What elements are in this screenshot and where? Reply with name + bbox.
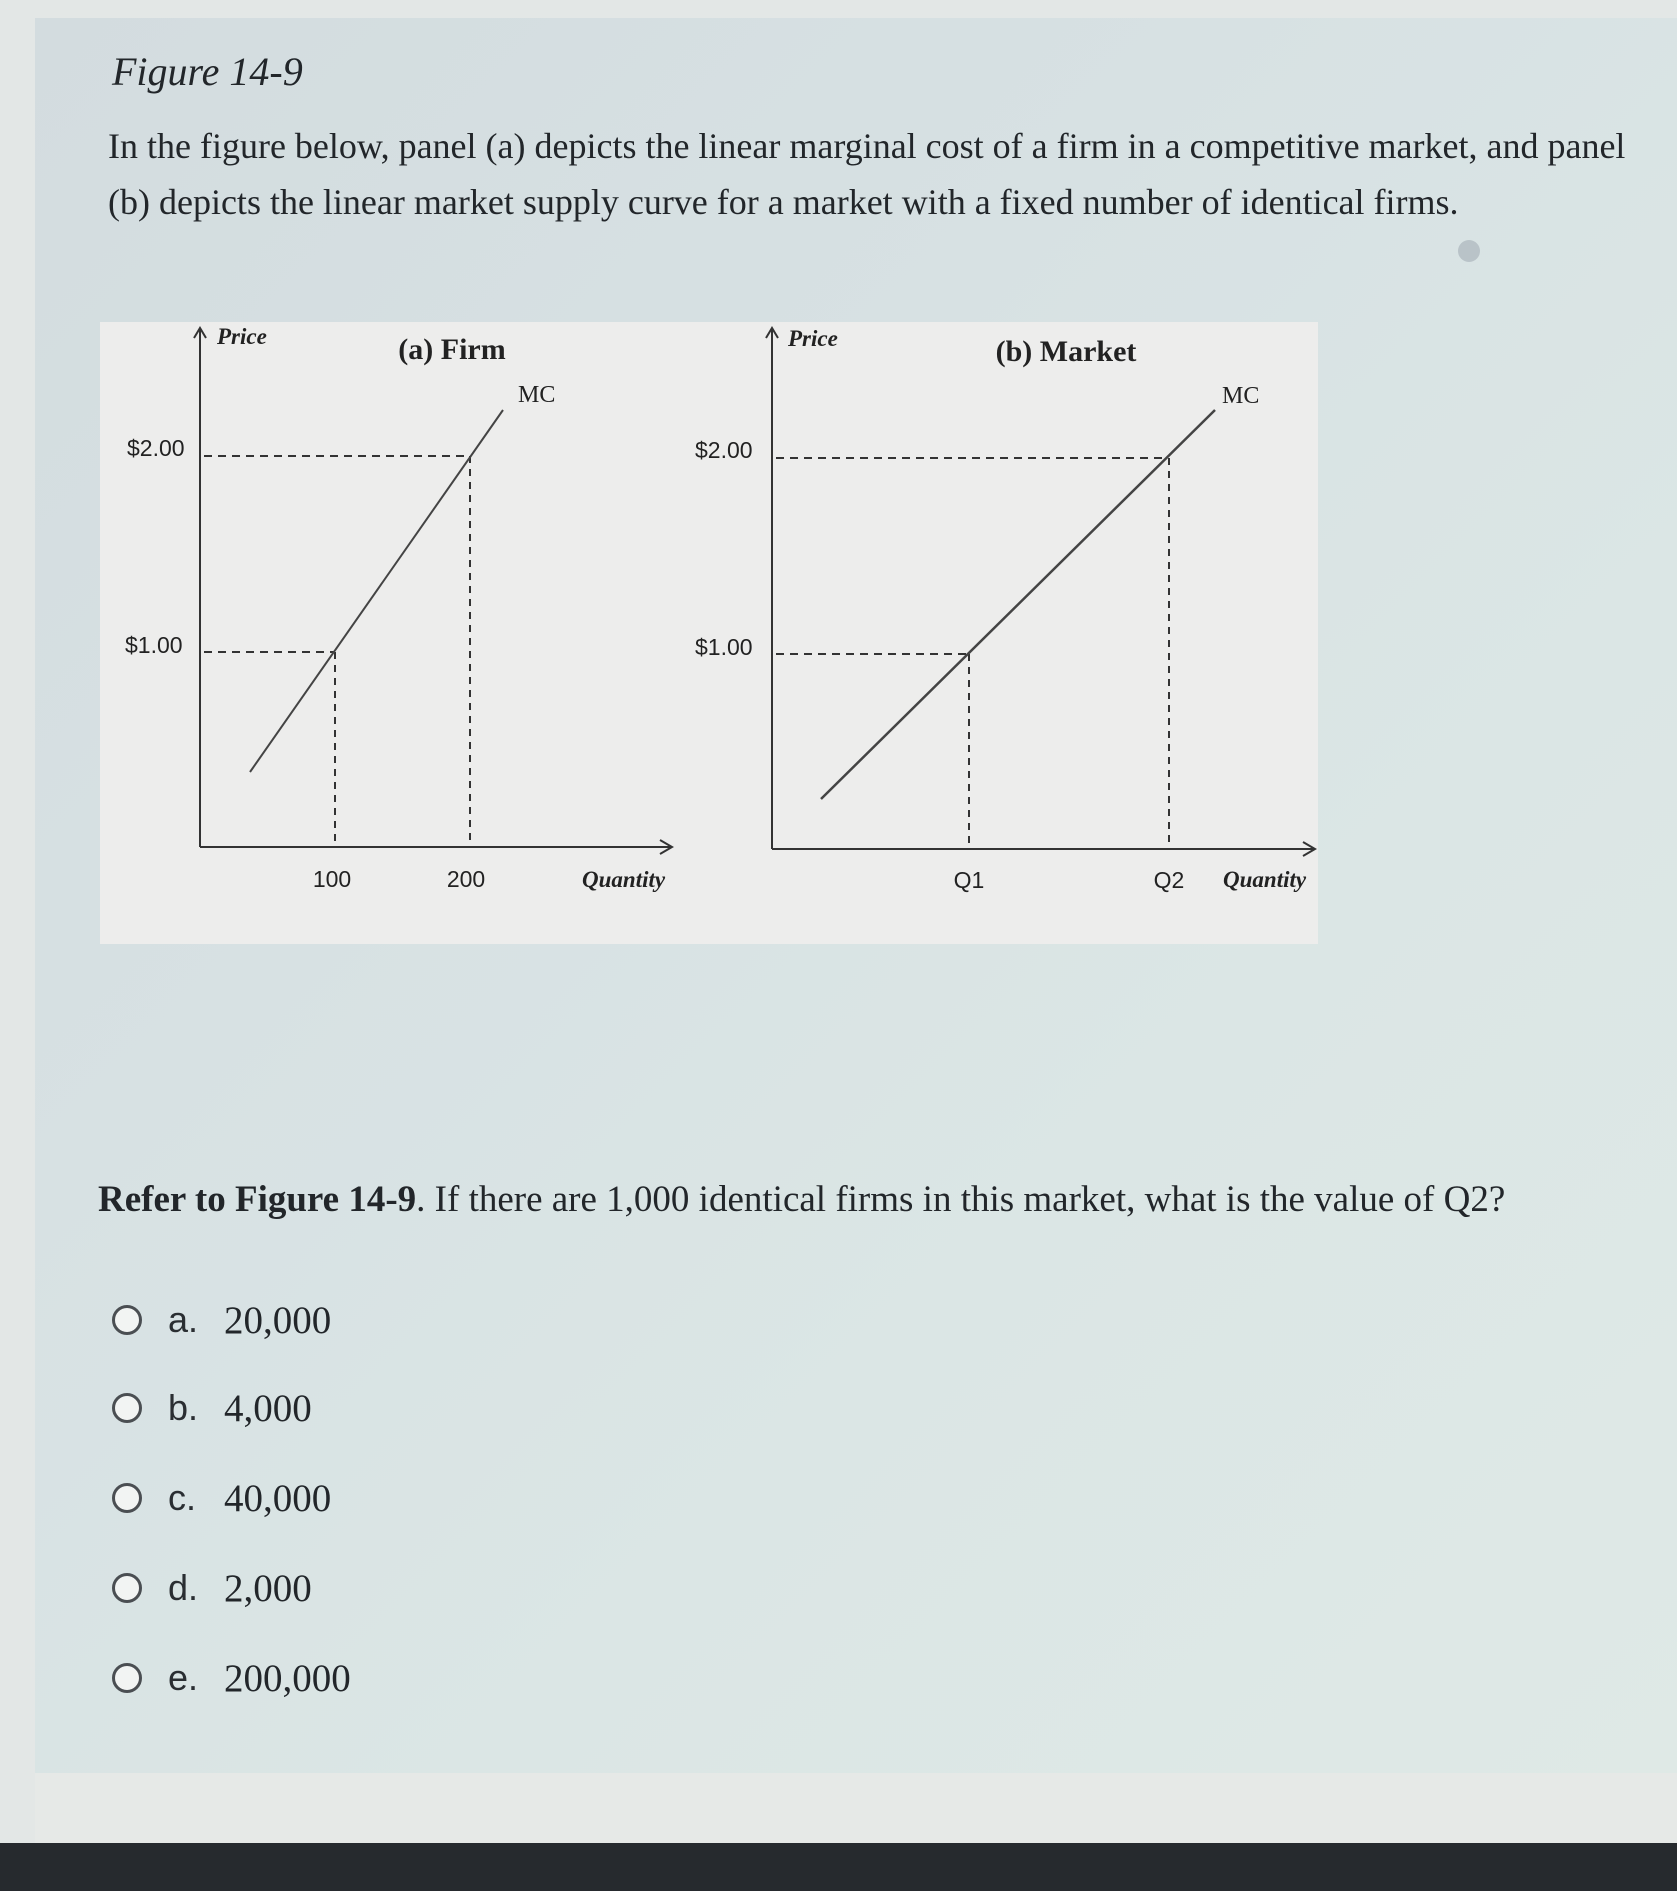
option-a[interactable]	[112, 1290, 331, 1350]
panel-a-ytick-2: $2.00	[127, 435, 185, 461]
panel-b-ytick-1: $1.00	[695, 634, 753, 660]
panel-a-ytick-1: $1.00	[125, 632, 183, 658]
panel-b	[695, 326, 1315, 893]
option-c[interactable]	[112, 1468, 331, 1528]
radio-button-icon[interactable]	[112, 1305, 142, 1335]
panel-b-xtick-q2: Q2	[1153, 867, 1185, 893]
option-a-value: 20,000	[224, 1298, 332, 1342]
radio-button-icon[interactable]	[112, 1393, 142, 1423]
radio-button-icon[interactable]	[112, 1663, 142, 1693]
option-d[interactable]	[112, 1558, 312, 1618]
figure-title: Figure 14-9	[112, 49, 303, 94]
panel-b-ylabel: Price	[788, 326, 838, 351]
figure-description: In the figure below, panel (a) depicts the linear marginal cost of a firm in a competitive market, and panel (b) depicts the linear market supply curve for a market with a fixed number of identical firms.	[108, 126, 1626, 222]
panel-a-mc-label: MC	[518, 382, 556, 408]
question-text	[98, 1178, 1505, 1221]
option-d-letter: d.	[168, 1567, 199, 1608]
option-b[interactable]	[112, 1378, 312, 1438]
panel-a-title: (a) Firm	[398, 333, 506, 366]
panel-b-ytick-2: $2.00	[695, 437, 753, 463]
question-figure-ref: Refer to Figure 14-9	[98, 1179, 417, 1220]
panel-b-xlabel: Quantity	[1223, 867, 1307, 892]
radio-button-icon[interactable]	[112, 1573, 142, 1603]
panel-a-xlabel: Quantity	[582, 867, 666, 892]
option-b-letter: b.	[168, 1387, 199, 1428]
option-a-letter: a.	[168, 1299, 199, 1340]
panel-b-xtick-q1: Q1	[953, 867, 985, 893]
option-d-value: 2,000	[224, 1566, 312, 1610]
panel-b-title: (b) Market	[995, 335, 1137, 368]
option-e-letter: e.	[168, 1657, 199, 1698]
radio-button-icon[interactable]	[112, 1483, 142, 1513]
option-e[interactable]	[112, 1648, 351, 1708]
option-b-value: 4,000	[224, 1386, 312, 1430]
loading-indicator-icon	[1458, 240, 1480, 262]
panel-a-ylabel: Price	[217, 324, 267, 349]
bottom-bezel	[0, 1843, 1677, 1891]
panel-a-xtick-1: 100	[312, 866, 352, 892]
panel-a-mc-line	[250, 410, 503, 772]
figure-svg	[100, 322, 1318, 944]
bottom-strip	[35, 1773, 1677, 1843]
panel-a	[125, 324, 672, 892]
panel-a-xtick-2: 200	[446, 866, 486, 892]
option-e-value: 200,000	[224, 1656, 351, 1700]
panel-b-mc-label: MC	[1222, 383, 1260, 409]
option-c-value: 40,000	[224, 1476, 332, 1520]
figure-image	[100, 322, 1318, 944]
question-body: . If there are 1,000 identical firms in this market, what is the value of Q2?	[416, 1179, 1506, 1220]
option-c-letter: c.	[168, 1477, 197, 1518]
panel-b-mc-line	[821, 410, 1215, 799]
